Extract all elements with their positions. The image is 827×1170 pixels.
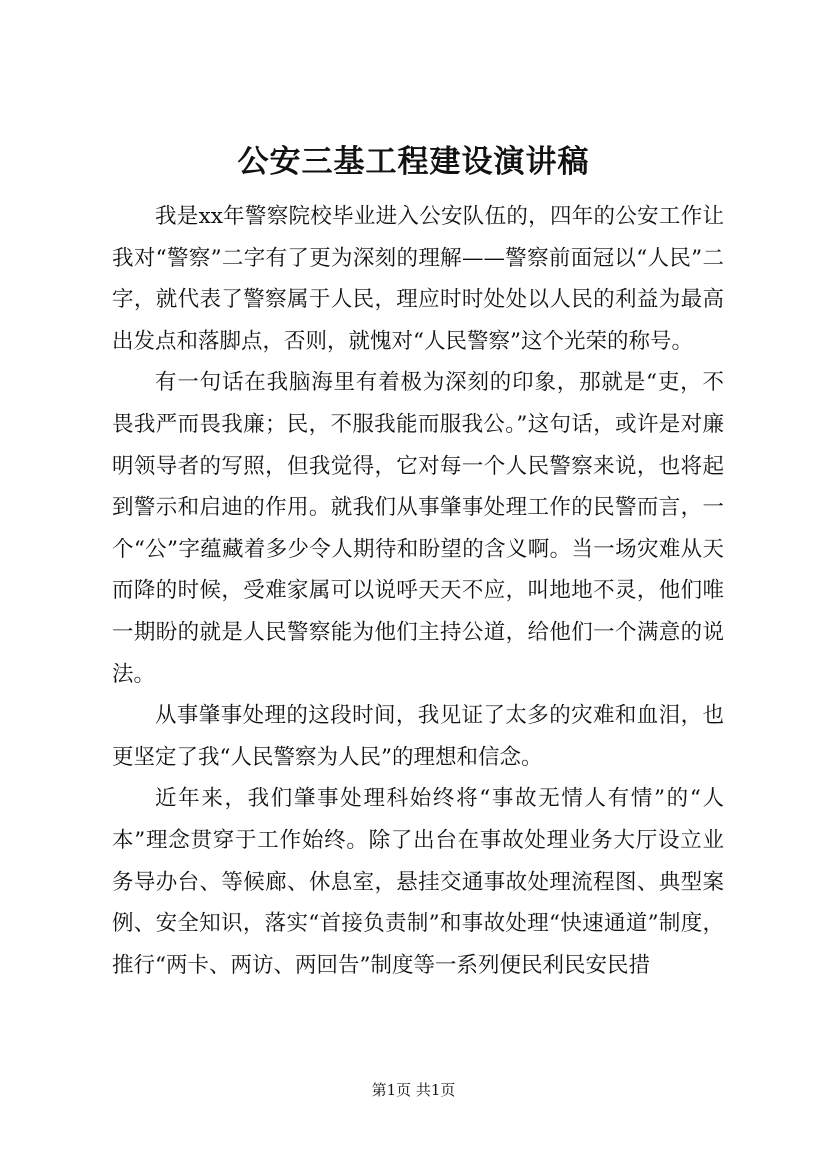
paragraph: 近年来，我们肇事处理科始终将“事故无情人有情”的“人本”理念贯穿于工作始终。除了出台在事故处理业务大厅设立业务导办台、等候廊、休息室，悬挂交通事故处理流程图、典型案例、安全知识，落实“首接负责制”和事故处理“快速通道”制度，推行“两卡、两访、两回告”制度等一系列便民利民安民措: [112, 786, 724, 978]
document-body: [112, 196, 724, 986]
page-footer: 第1页 共1页: [371, 1081, 456, 1099]
paragraph: 有一句话在我脑海里有着极为深刻的印象，那就是“吏，不畏我严而畏我廉；民，不服我能而服我公。”这句话，或许是对廉明领导者的写照，但我觉得，它对每一个人民警察来说，也将起到警示和启迪的作用。就我们从事肇事处理工作的民警而言，一个“公”字蕴藏着多少令人期待和盼望的含义啊。当一场灾难从天而降的时候，受难家属可以说呼天天不应，叫地地不灵，他们唯一期盼的就是人民警察能为他们主持公道，给他们一个满意的说法。: [112, 370, 724, 687]
paragraph: 我是xx年警察院校毕业进入公安队伍的，四年的公安工作让我对“警察”二字有了更为深刻的理解——警察前面冠以“人民”二字，就代表了警察属于人民，理应时时处处以人民的利益为最高出发点和落脚点，否则，就愧对“人民警察”这个光荣的称号。: [112, 204, 724, 354]
paragraph: 从事肇事处理的这段时间，我见证了太多的灾难和血泪，也更坚定了我“人民警察为人民”的理想和信念。: [112, 703, 724, 770]
document-title: 公安三基工程建设演讲稿: [237, 144, 590, 180]
